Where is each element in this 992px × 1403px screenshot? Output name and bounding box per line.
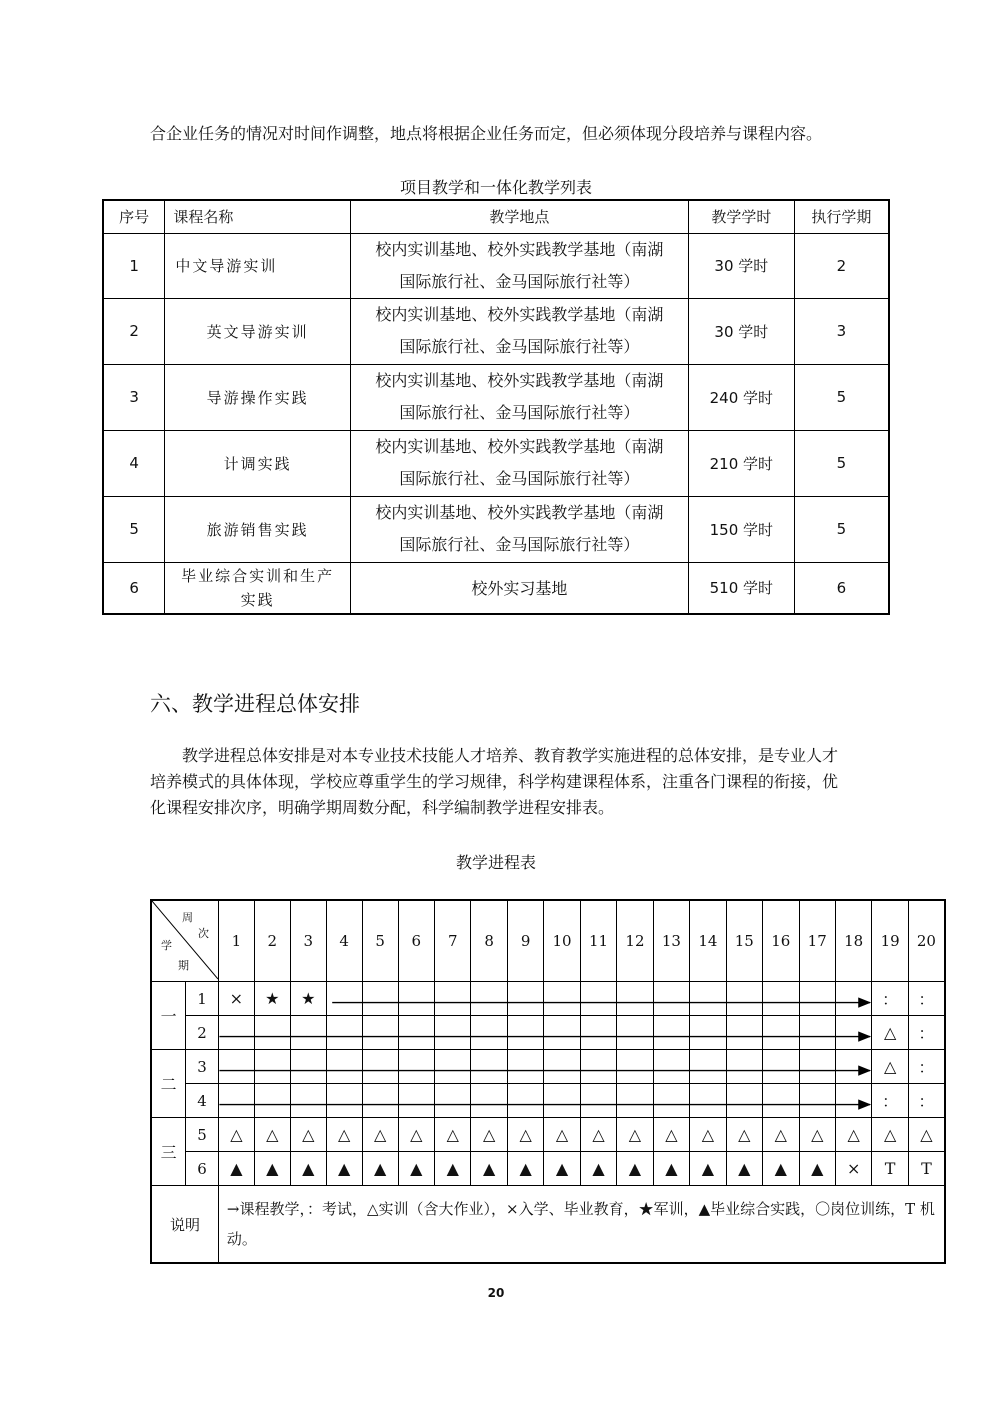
schedule-cell [471, 1050, 507, 1084]
schedule-cell [471, 1016, 507, 1050]
schedule-cell: △ [690, 1118, 726, 1152]
schedule-cell: ▲ [799, 1152, 835, 1186]
row-hours: 210 学时 [688, 430, 794, 496]
schedule-cell [617, 1084, 653, 1118]
row-no: 1 [103, 233, 165, 298]
row-location: 校内实训基地、校外实践教学基地（南湖 国际旅行社、金马国际旅行社等） [350, 233, 688, 298]
schedule-cell [471, 982, 507, 1016]
schedule-cell [835, 1084, 871, 1118]
schedule-cell: ▲ [362, 1152, 398, 1186]
schedule-cell: ▲ [398, 1152, 434, 1186]
schedule-cell [617, 1050, 653, 1084]
table2-caption: 教学进程表 [455, 853, 536, 872]
term-cell: 6 [186, 1152, 219, 1186]
schedule-cell: ▲ [507, 1152, 543, 1186]
schedule-cell: △ [872, 1016, 908, 1050]
schedule-cell: △ [290, 1118, 326, 1152]
schedule-cell [507, 1016, 543, 1050]
week-header: 20 [908, 900, 945, 982]
schedule-cell [398, 1016, 434, 1050]
week-header: 4 [326, 900, 362, 982]
schedule-cell: ▲ [471, 1152, 507, 1186]
schedule-cell [580, 1050, 616, 1084]
row-course-name: 旅游销售实践 [165, 496, 351, 562]
row-hours: 30 学时 [688, 233, 794, 298]
schedule-term-row [151, 1050, 945, 1084]
schedule-cell [763, 1084, 799, 1118]
term-cell: 3 [186, 1050, 219, 1084]
header-term: 执行学期 [794, 200, 889, 233]
corner-qi: 期 [178, 959, 189, 972]
schedule-cell [290, 1016, 326, 1050]
schedule-cell [653, 982, 689, 1016]
schedule-cell: ： [908, 982, 945, 1016]
week-header: 12 [617, 900, 653, 982]
schedule-cell: ▲ [617, 1152, 653, 1186]
week-header: 17 [799, 900, 835, 982]
schedule-cell [362, 1016, 398, 1050]
schedule-cell [617, 1016, 653, 1050]
schedule-cell [726, 1050, 762, 1084]
schedule-cell [398, 982, 434, 1016]
row-no: 3 [103, 364, 165, 430]
week-header: 7 [435, 900, 471, 982]
row-course-name: 英文导游实训 [165, 298, 351, 364]
schedule-cell [580, 1084, 616, 1118]
schedule-cell: ▲ [254, 1152, 290, 1186]
row-location: 校内实训基地、校外实践教学基地（南湖 国际旅行社、金马国际旅行社等） [350, 298, 688, 364]
schedule-cell [726, 982, 762, 1016]
week-header: 11 [580, 900, 616, 982]
schedule-cell: × [835, 1152, 871, 1186]
schedule-cell [799, 1050, 835, 1084]
header-hours: 教学学时 [688, 200, 794, 233]
row-course-name: 导游操作实践 [165, 364, 351, 430]
schedule-cell [726, 1016, 762, 1050]
header-no: 序号 [103, 200, 165, 233]
schedule-cell: T [872, 1152, 908, 1186]
table-row [103, 298, 889, 364]
year-cell: 三 [151, 1118, 186, 1186]
schedule-cell [835, 1016, 871, 1050]
week-header: 6 [398, 900, 434, 982]
schedule-cell [763, 1016, 799, 1050]
term-cell: 5 [186, 1118, 219, 1152]
schedule-cell [362, 1084, 398, 1118]
schedule-cell [435, 982, 471, 1016]
schedule-cell [799, 1016, 835, 1050]
schedule-cell: △ [218, 1118, 254, 1152]
teaching-schedule-table [150, 899, 946, 1264]
schedule-cell: ▲ [290, 1152, 326, 1186]
schedule-cell [435, 1084, 471, 1118]
schedule-cell [471, 1084, 507, 1118]
schedule-cell: △ [872, 1118, 908, 1152]
schedule-cell [507, 1050, 543, 1084]
row-term: 5 [794, 364, 889, 430]
schedule-cell [544, 982, 580, 1016]
year-cell: 二 [151, 1050, 186, 1118]
row-course-name: 毕业综合实训和生产 实践 [165, 562, 351, 614]
schedule-cell: △ [617, 1118, 653, 1152]
schedule-term-row [151, 1152, 945, 1186]
schedule-cell: △ [763, 1118, 799, 1152]
row-location: 校外实习基地 [350, 562, 688, 614]
schedule-cell [726, 1084, 762, 1118]
row-hours: 510 学时 [688, 562, 794, 614]
schedule-cell [507, 1084, 543, 1118]
year-cell: 一 [151, 982, 186, 1050]
row-term: 2 [794, 233, 889, 298]
schedule-cell [653, 1050, 689, 1084]
table-row [103, 364, 889, 430]
schedule-cell [763, 1050, 799, 1084]
week-header: 10 [544, 900, 580, 982]
schedule-cell [218, 1084, 254, 1118]
schedule-cell [544, 1050, 580, 1084]
term-cell: 2 [186, 1016, 219, 1050]
schedule-cell [398, 1084, 434, 1118]
schedule-cell [763, 982, 799, 1016]
row-no: 5 [103, 496, 165, 562]
schedule-cell [690, 1084, 726, 1118]
note-text: →课程教学，：考试，△实训（含大作业），×入学、毕业教育，★军训，▲毕业综合实践，〇岗位训练，T 机动。 [218, 1186, 945, 1264]
week-header: 19 [872, 900, 908, 982]
schedule-cell: T [908, 1152, 945, 1186]
header-location: 教学地点 [350, 200, 688, 233]
schedule-cell: × [218, 982, 254, 1016]
schedule-cell [435, 1050, 471, 1084]
section-body: 教学进程总体安排是对本专业技术技能人才培养、教育教学实施进程的总体安排，是专业人才培养模式的具体体现，学校应尊重学生的学习规律，科学构建课程体系，注重各门课程的衔接，优化课程安排次序，明确学期周数分配，科学编制教学进程安排表。 [150, 746, 839, 817]
schedule-cell [362, 982, 398, 1016]
row-term: 5 [794, 496, 889, 562]
schedule-term-row [151, 1118, 945, 1152]
row-hours: 30 学时 [688, 298, 794, 364]
week-header: 5 [362, 900, 398, 982]
schedule-cell: ▲ [218, 1152, 254, 1186]
schedule-cell: △ [908, 1118, 945, 1152]
schedule-cell [617, 982, 653, 1016]
schedule-cell: ▲ [544, 1152, 580, 1186]
schedule-cell: ▲ [726, 1152, 762, 1186]
schedule-cell [653, 1016, 689, 1050]
row-term: 5 [794, 430, 889, 496]
schedule-cell [580, 1016, 616, 1050]
schedule-cell: ： [908, 1016, 945, 1050]
row-hours: 240 学时 [688, 364, 794, 430]
schedule-cell [835, 982, 871, 1016]
schedule-cell [218, 1050, 254, 1084]
table-row [103, 430, 889, 496]
row-no: 4 [103, 430, 165, 496]
corner-xue: 学 [161, 939, 172, 952]
schedule-note-row [151, 1186, 945, 1264]
schedule-cell: △ [398, 1118, 434, 1152]
schedule-cell: △ [835, 1118, 871, 1152]
schedule-cell [653, 1084, 689, 1118]
week-header: 1 [218, 900, 254, 982]
schedule-cell: △ [799, 1118, 835, 1152]
row-location: 校内实训基地、校外实践教学基地（南湖 国际旅行社、金马国际旅行社等） [350, 430, 688, 496]
schedule-cell: △ [544, 1118, 580, 1152]
schedule-cell: △ [580, 1118, 616, 1152]
schedule-cell: △ [435, 1118, 471, 1152]
week-header: 18 [835, 900, 871, 982]
schedule-cell [544, 1016, 580, 1050]
corner-ci: 次 [198, 927, 209, 940]
schedule-cell: △ [872, 1050, 908, 1084]
schedule-cell [690, 1050, 726, 1084]
schedule-cell [290, 1050, 326, 1084]
header-name: 课程名称 [165, 200, 351, 233]
schedule-term-row [151, 1084, 945, 1118]
schedule-cell: ★ [254, 982, 290, 1016]
schedule-cell [326, 1016, 362, 1050]
schedule-cell [362, 1050, 398, 1084]
schedule-cell [290, 1084, 326, 1118]
schedule-cell: ▲ [580, 1152, 616, 1186]
week-header: 14 [690, 900, 726, 982]
week-header: 16 [763, 900, 799, 982]
schedule-term-row [151, 1016, 945, 1050]
table1-caption: 项目教学和一体化教学列表 [399, 178, 592, 197]
week-header: 3 [290, 900, 326, 982]
schedule-cell: ▲ [763, 1152, 799, 1186]
schedule-cell [326, 1050, 362, 1084]
schedule-cell [690, 1016, 726, 1050]
week-header: 15 [726, 900, 762, 982]
row-location: 校内实训基地、校外实践教学基地（南湖 国际旅行社、金马国际旅行社等） [350, 364, 688, 430]
row-no: 2 [103, 298, 165, 364]
schedule-cell: ▲ [435, 1152, 471, 1186]
schedule-cell: ： [908, 1084, 945, 1118]
schedule-cell [326, 1084, 362, 1118]
week-header: 8 [471, 900, 507, 982]
corner-cell [151, 900, 218, 982]
term-cell: 1 [186, 982, 219, 1016]
term-cell: 4 [186, 1084, 219, 1118]
schedule-cell: △ [254, 1118, 290, 1152]
schedule-cell: △ [507, 1118, 543, 1152]
page-number: 20 [487, 1286, 505, 1300]
schedule-cell [435, 1016, 471, 1050]
intro-paragraph: 合企业任务的情况对时间作调整，地点将根据企业任务而定，但必须体现分段培养与课程内容。 [150, 124, 823, 143]
table1-header-row [103, 200, 889, 233]
row-term: 6 [794, 562, 889, 614]
schedule-cell [835, 1050, 871, 1084]
schedule-header-row [151, 900, 945, 982]
note-label: 说明 [151, 1186, 218, 1264]
schedule-cell: ： [908, 1050, 945, 1084]
week-header: 2 [254, 900, 290, 982]
schedule-cell [799, 982, 835, 1016]
schedule-cell [507, 982, 543, 1016]
schedule-cell [254, 1016, 290, 1050]
row-course-name: 计调实践 [165, 430, 351, 496]
schedule-cell [326, 982, 362, 1016]
schedule-cell: △ [653, 1118, 689, 1152]
week-header: 9 [507, 900, 543, 982]
schedule-cell: ： [872, 982, 908, 1016]
schedule-cell: ★ [290, 982, 326, 1016]
schedule-term-row [151, 982, 945, 1016]
schedule-cell [254, 1050, 290, 1084]
schedule-cell: △ [726, 1118, 762, 1152]
schedule-cell [254, 1084, 290, 1118]
schedule-cell [580, 982, 616, 1016]
schedule-cell: △ [471, 1118, 507, 1152]
table-row [103, 562, 889, 614]
schedule-cell: △ [362, 1118, 398, 1152]
project-teaching-table [102, 199, 890, 615]
row-term: 3 [794, 298, 889, 364]
corner-zhou: 周 [182, 911, 193, 924]
row-course-name: 中文导游实训 [165, 233, 351, 298]
week-header: 13 [653, 900, 689, 982]
schedule-cell: △ [326, 1118, 362, 1152]
schedule-cell: ▲ [653, 1152, 689, 1186]
schedule-cell [544, 1084, 580, 1118]
section-title: 六、教学进程总体安排 [150, 692, 360, 716]
row-no: 6 [103, 562, 165, 614]
schedule-cell: ▲ [326, 1152, 362, 1186]
schedule-cell: ： [872, 1084, 908, 1118]
schedule-cell [398, 1050, 434, 1084]
schedule-cell [799, 1084, 835, 1118]
schedule-cell [218, 1016, 254, 1050]
table-row [103, 496, 889, 562]
row-location: 校内实训基地、校外实践教学基地（南湖 国际旅行社、金马国际旅行社等） [350, 496, 688, 562]
schedule-cell: ▲ [690, 1152, 726, 1186]
row-hours: 150 学时 [688, 496, 794, 562]
table-row [103, 233, 889, 298]
schedule-cell [690, 982, 726, 1016]
